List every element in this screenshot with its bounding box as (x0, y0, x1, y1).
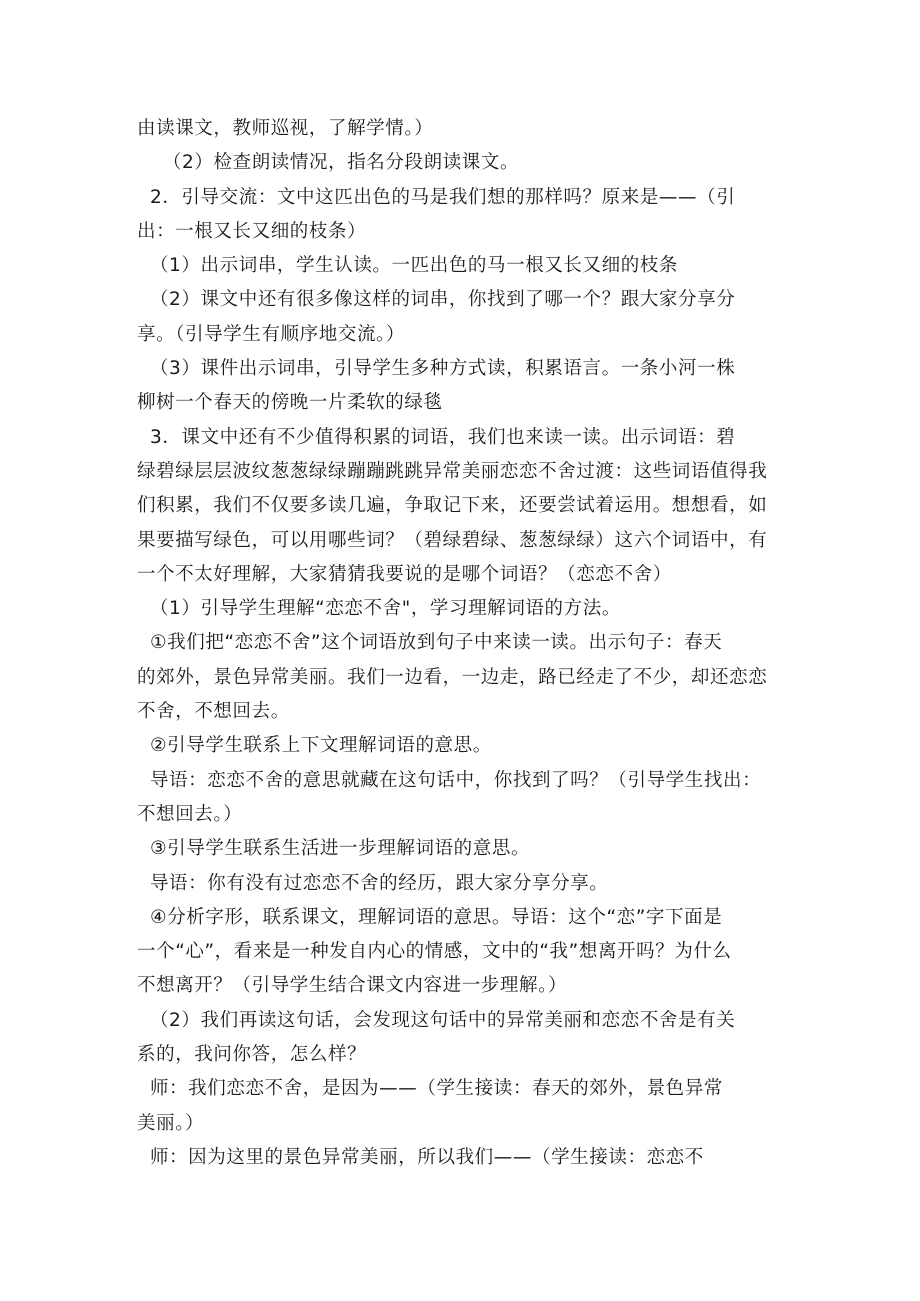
text-line: （2）检查朗读情况，指名分段朗读课文。 (137, 152, 520, 174)
text-line: 导语：你有没有过恋恋不舍的经历，跟大家分享分享。 (137, 872, 609, 894)
text-line: ①我们把“恋恋不舍”这个词语放到句子中来读一读。出示句子：春天 (137, 632, 723, 654)
text-line: 系的，我问你答，怎么样？ (137, 1044, 367, 1066)
text-line: （2）课文中还有很多像这样的词串，你找到了哪一个？跟大家分享分 (137, 289, 736, 311)
document-body (137, 112, 787, 1175)
text-line: 美丽。） (137, 1112, 205, 1134)
text-line: 一个不太好理解，大家猜猜我要说的是哪个词语？（恋恋不舍） (137, 563, 672, 585)
text-line: ②引导学生联系上下文理解词语的意思。 (137, 735, 492, 757)
text-line: （2）我们再读这句话，会发现这句话中的异常美丽和恋恋不舍是有关 (137, 1009, 736, 1031)
text-line: 3．课文中还有不少值得积累的词语，我们也来读一读。出示词语：碧 (137, 426, 736, 448)
text-line: 出：一根又长又细的枝条） (137, 220, 367, 242)
text-line: 们积累，我们不仅要多读几遍，争取记下来，还要尝试着运用。想想看，如 (137, 495, 768, 517)
text-line: 的郊外，景色异常美丽。我们一边看，一边走，路已经走了不少，却还恋恋 (137, 666, 768, 688)
text-line: 绿碧绿层层波纹葱葱绿绿蹦蹦跳跳异常美丽恋恋不舍过渡：这些词语值得我 (137, 460, 768, 482)
text-line: 师：因为这里的景色异常美丽，所以我们——（学生接读：恋恋不 (137, 1146, 704, 1168)
text-line: 2．引导交流：文中这匹出色的马是我们想的那样吗？原来是——（引 (137, 186, 736, 208)
text-line: （1）出示词串，学生认读。一匹出色的马一根又长又细的枝条 (137, 255, 679, 277)
text-line: 果要描写绿色，可以用哪些词？（碧绿碧绿、葱葱绿绿）这六个词语中，有 (137, 529, 768, 551)
text-line: （1）引导学生理解“恋恋不舍"，学习理解词语的方法。 (137, 598, 621, 620)
text-line: 柳树一个春天的傍晚一片柔软的绿毯 (137, 392, 443, 414)
text-line: （3）课件出示词串，引导学生多种方式读，积累语言。一条小河一株 (137, 358, 736, 380)
text-line: 享。（引导学生有顺序地交流。） (137, 323, 406, 345)
text-line: ③引导学生联系生活进一步理解词语的意思。 (137, 838, 531, 860)
text-line: 一个“心”，看来是一种发自内心的情感，文中的“我”想离开吗？为什么 (137, 941, 732, 963)
text-line: ④分析字形，联系课文，理解词语的意思。导语：这个“恋”字下面是 (137, 906, 723, 928)
text-line: 不想离开？（引导学生结合课文内容进一步理解。） (137, 975, 568, 997)
text-line: 师：我们恋恋不舍，是因为——（学生接读：春天的郊外，景色异常 (137, 1078, 723, 1100)
text-line: 由读课文，教师巡视，了解学情。） (137, 118, 434, 139)
text-line: 不舍，不想回去。 (137, 701, 290, 723)
text-line: 不想回去。） (137, 803, 243, 825)
text-line: 导语：恋恋不舍的意思就藏在这句话中，你找到了吗？（引导学生找出： (137, 769, 762, 791)
